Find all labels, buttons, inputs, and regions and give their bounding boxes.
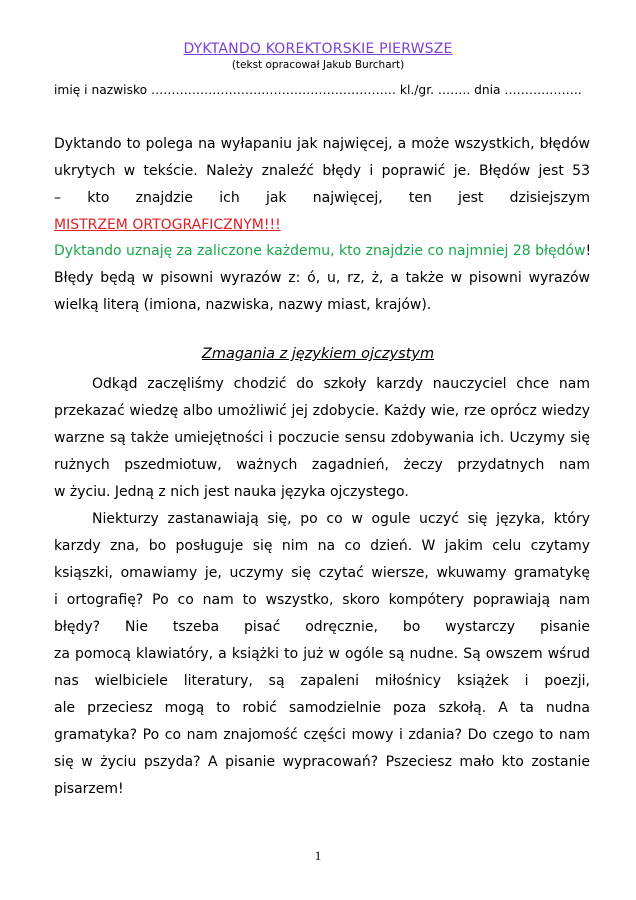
- story-line: przekazać wiedzę albo umożliwić jej zdobycie. Każdy wie, rze oprócz wiedzy: [54, 403, 590, 419]
- intro-line-7: wielką literą (imiona, nazwiska, nazwy miast, krajów).: [54, 297, 432, 313]
- story-line: warzne są także umiejętności i poczucie sensu zdobywania ich. Uczymy się: [54, 430, 590, 446]
- story-line: pisarzem!: [54, 781, 124, 797]
- story-line: rużnych pszedmiotuw, ważnych zagadnień, żeczy przydatnych nam: [54, 457, 590, 473]
- document-title: DYKTANDO KOREKTORSKIE PIERWSZE: [183, 41, 453, 57]
- story-line: i ortografię? Po co nam to wszystko, skoro kompótery poprawiają nam: [54, 592, 590, 608]
- intro-line-2: ukrytych w tekście. Należy znaleźć błędy i poprawić je. Błędów jest 53: [54, 163, 590, 179]
- story-line: gramatyka? Po co nam znajomość części mowy i zdania? Do czego to nam: [54, 727, 590, 743]
- story-line: karzdy zna, bo posługuje się nim na co dzień. W jakim celu czytamy: [54, 538, 590, 554]
- page-number: 1: [314, 848, 322, 863]
- story-line: Niekturzy zastanawiają się, po co w ogule uczyć się języka, który: [92, 511, 590, 527]
- intro-line-5-end: !: [585, 243, 592, 259]
- story-line: się w życiu pszyda? A pisanie wypracowań? Pszeciesz mało kto zostanie: [54, 754, 590, 770]
- story-line: nas wielbiciele literatury, są zapaleni miłośnicy książek i poezji,: [54, 673, 590, 689]
- intro-line-5: [54, 241, 590, 261]
- story-line: ksiąszki, omawiamy je, uczymy się czytać wiersze, wkuwamy gramatykę: [54, 565, 590, 581]
- intro-line-6: Błędy będą w pisowni wyrazów z: ó, u, rz, ż, a także w pisowni wyrazów: [54, 270, 590, 286]
- story-line: błędy? Nie tszeba pisać odręcznie, bo wystarczy pisanie: [54, 619, 590, 635]
- intro-line-1: Dyktando to polega na wyłapaniu jak najwięcej, a może wszystkich, błędów: [54, 136, 590, 152]
- name-line: imię i nazwisko …………………………………………………… kl./gr. …….. dnia ……………….: [54, 83, 582, 97]
- document-subtitle: (tekst opracował Jakub Burchart): [231, 59, 405, 71]
- story-line: w życiu. Jedną z nich jest nauka języka ojczystego.: [54, 484, 409, 500]
- story-heading: Zmagania z językiem ojczystym: [201, 346, 435, 362]
- story-line: ale przeciesz mogą to robić samodzielnie poza szkołą. A ta nudna: [54, 700, 590, 716]
- story-line: za pomocą klawiatóry, a książki to już w ogóle są nudne. Są owszem wśrud: [54, 646, 590, 662]
- intro-line-3: – kto znajdzie ich jak najwięcej, ten jest dzisiejszym: [54, 190, 590, 206]
- intro-line-5-green: Dyktando uznaję za zaliczone każdemu, kto znajdzie co najmniej 28 błędów: [54, 243, 586, 259]
- story-line: Odkąd zaczęliśmy chodzić do szkoły karzdy nauczyciel chce nam: [92, 376, 590, 392]
- intro-line-4-red: MISTRZEM ORTOGRAFICZNYM!!!: [54, 217, 281, 233]
